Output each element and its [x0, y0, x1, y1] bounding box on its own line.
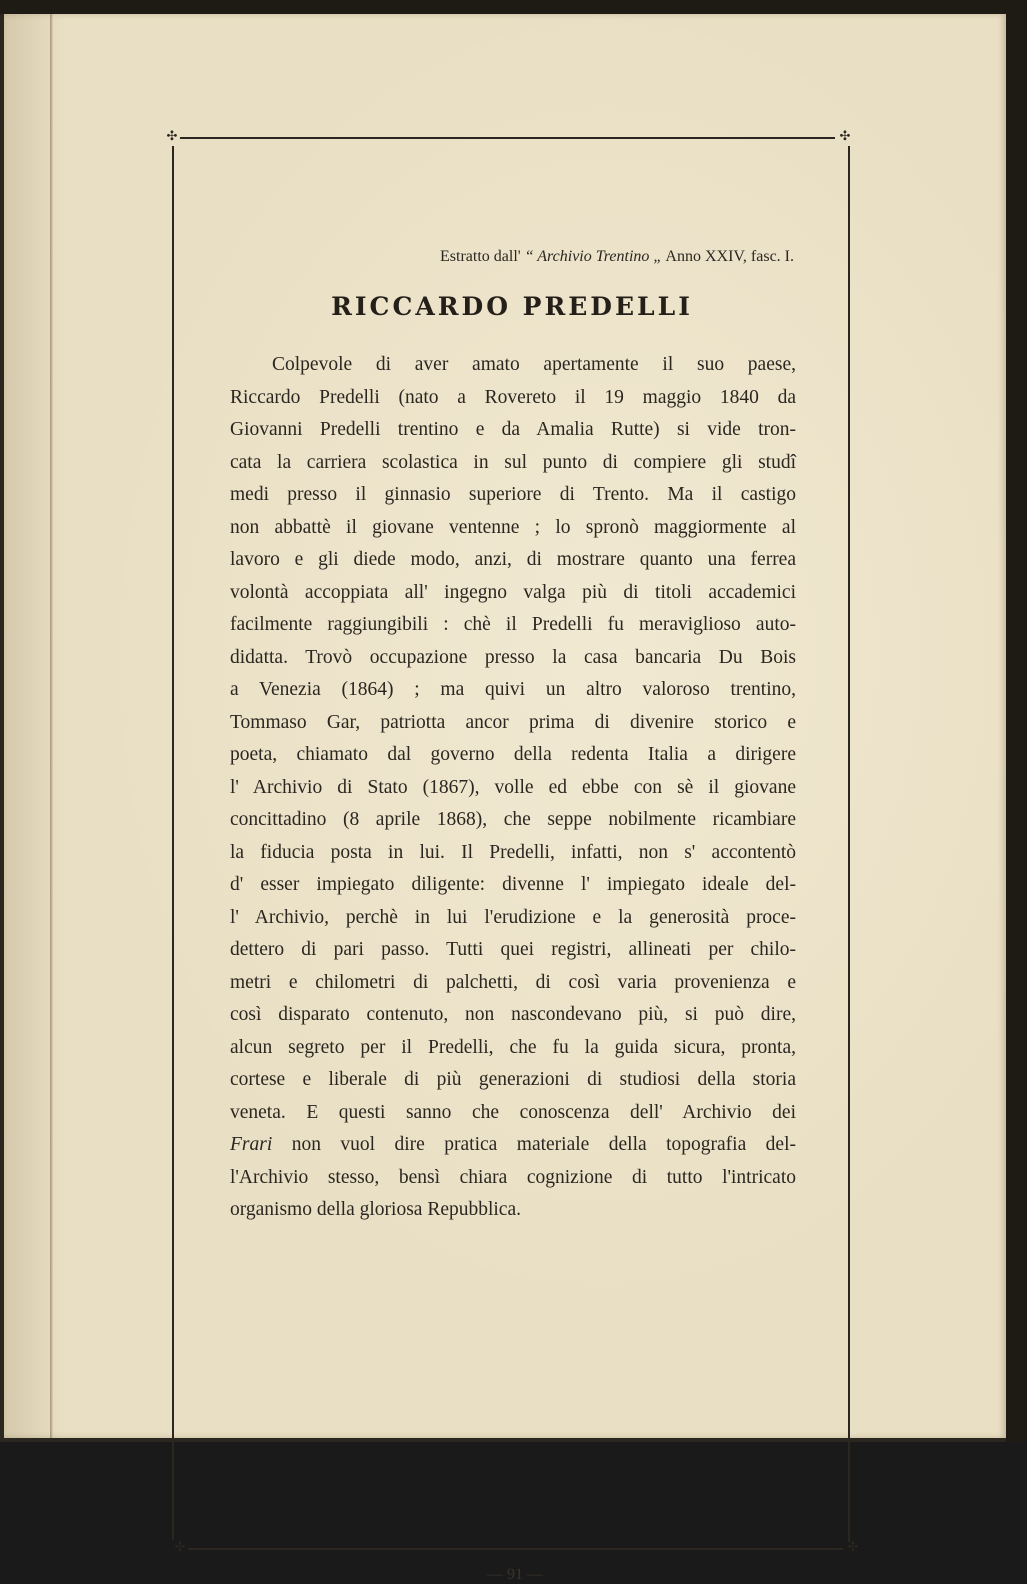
binding-gutter: [50, 14, 53, 1438]
header-prefix: Estratto dall': [440, 248, 521, 265]
body-line: l' Archivio, perchè in lui l'erudizione e la generosità proce-: [230, 906, 796, 928]
article-title: RICCARDO PREDELLI: [331, 292, 693, 321]
corner-ornament-icon: ✣: [174, 1540, 186, 1555]
body-line: l'Archivio stesso, bensì chiara cognizione di tutto l'intricato: [230, 1166, 796, 1188]
body-line: la fiducia posta in lui. Il Predelli, infatti, non s' accontentò: [230, 841, 796, 863]
header-journal: “ Archivio Trentino „: [524, 248, 663, 265]
body-line: poeta, chiamato dal governo della redenta Italia a dirigere: [230, 744, 796, 765]
body-line: a Venezia (1864) ; ma quivi un altro valoroso trentino,: [230, 679, 796, 700]
body-line: facilmente raggiungibili : chè il Predelli fu meraviglioso auto-: [230, 614, 796, 635]
frame-top-rule: [180, 137, 835, 139]
body-line: così disparato contenuto, non nascondevano più, si può dire,: [230, 1004, 796, 1025]
scan-edge-right: [1006, 0, 1027, 1442]
header-issue: Anno XXIV, fasc. I.: [665, 248, 794, 265]
body-line: organismo della gloriosa Repubblica.: [230, 1199, 521, 1220]
body-line: lavoro e gli diede modo, anzi, di mostrare quanto una ferrea: [230, 549, 796, 570]
body-line: Riccardo Predelli (nato a Rovereto il 19 maggio 1840 da: [230, 386, 796, 408]
body-line: Colpevole di aver amato apertamente il suo paese,: [272, 354, 796, 375]
body-line: Tommaso Gar, patriotta ancor prima di divenire storico e: [230, 711, 796, 733]
frame-left-rule: [172, 146, 174, 1540]
body-line: concittadino (8 aprile 1868), che seppe nobilmente ricambiare: [230, 809, 796, 830]
frari-rest: non vuol dire pratica materiale della topografia del-: [272, 1134, 796, 1155]
body-line: l' Archivio di Stato (1867), volle ed ebbe con sè il giovane: [230, 776, 796, 798]
page-number: — 91 —: [487, 1566, 543, 1583]
body-line: didatta. Trovò occupazione presso la casa bancaria Du Bois: [230, 646, 796, 668]
frame-bottom-rule: [188, 1548, 843, 1550]
article-body: [230, 349, 796, 1227]
corner-ornament-icon: ✣: [166, 129, 178, 144]
body-line: cortese e liberale di più generazioni di studiosi della storia: [230, 1069, 796, 1090]
body-line: alcun segreto per il Predelli, che fu la guida sicura, pronta,: [230, 1036, 796, 1058]
body-line: Giovanni Predelli trentino e da Amalia Rutte) si vide tron-: [230, 419, 796, 440]
offprint-header: [300, 248, 794, 266]
body-line: non abbattè il giovane ventenne ; lo spronò maggiormente al: [230, 516, 796, 538]
frari-italic: Frari: [230, 1134, 273, 1155]
body-line: veneta. E questi sanno che conoscenza dell' Archivio dei: [230, 1101, 796, 1123]
body-line: metri e chilometri di palchetti, di così varia provenienza e: [230, 971, 796, 993]
scan-edge-top: [0, 0, 1027, 14]
body-line: d' esser impiegato diligente: divenne l' impiegato ideale del-: [230, 874, 796, 895]
frame-right-rule: [848, 146, 850, 1542]
body-line: volontà accoppiata all' ingegno valga più di titoli accademici: [230, 581, 796, 603]
corner-ornament-icon: ✣: [847, 1540, 859, 1555]
body-line: dettero di pari passo. Tutti quei registri, allineati per chilo-: [230, 939, 796, 960]
body-line: cata la carriera scolastica in sul punto di compiere gli studî: [230, 451, 796, 473]
corner-ornament-icon: ✣: [839, 129, 851, 144]
body-line: medi presso il ginnasio superiore di Trento. Ma il castigo: [230, 484, 796, 505]
body-line-frari: [230, 1129, 796, 1162]
